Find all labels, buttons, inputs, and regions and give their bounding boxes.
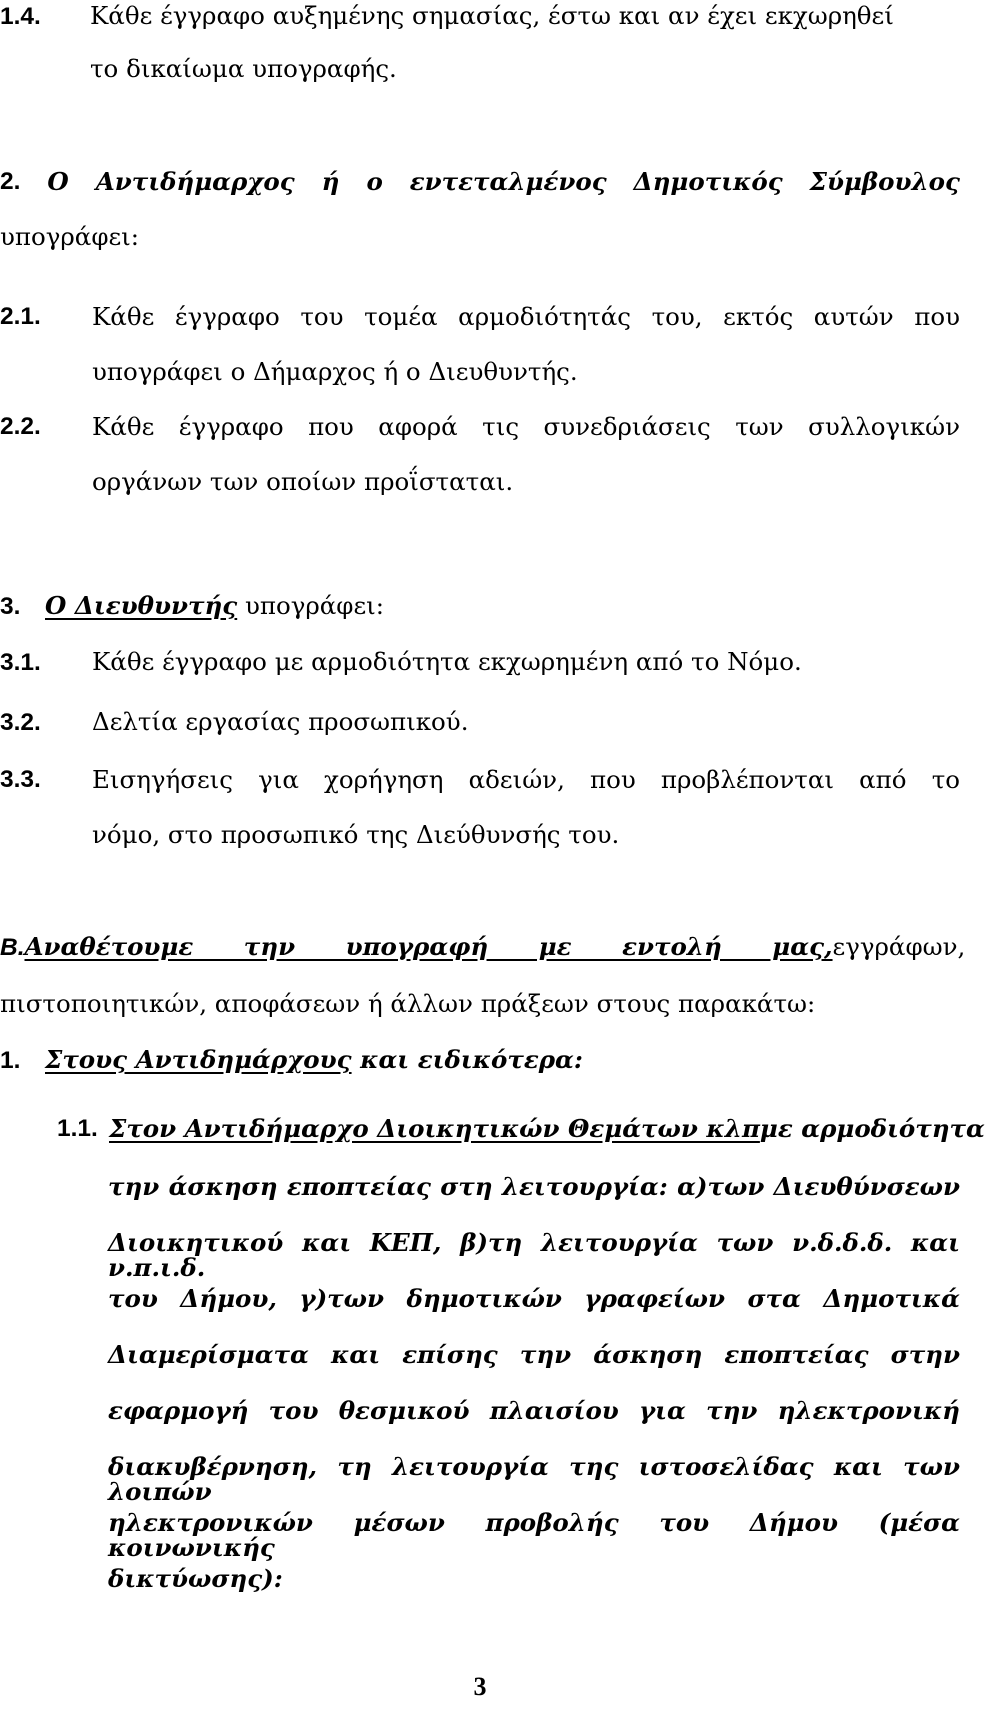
item-number: 2.	[0, 168, 21, 195]
item-word: Αντιδήμαρχος	[95, 167, 295, 196]
item-word: ή	[321, 167, 340, 196]
item-2-continuation: υπογράφει:	[0, 222, 140, 251]
item-text: Κάθε έγγραφο με αρμοδιότητα εκχωρημένη από το Νόμο.	[92, 647, 802, 676]
item-number: 3.2.	[0, 709, 41, 736]
item-3-1	[0, 647, 802, 676]
item-word: Ο	[47, 167, 69, 196]
item-1-1-line: Διοικητικού και ΚΕΠ, β)τη λειτουργία των ν.δ.δ.δ. και ν.π.ι.δ.	[108, 1228, 960, 1282]
item-emphasis: Στον Αντιδήμαρχο Διοικητικών Θεμάτων κλπ	[109, 1114, 760, 1143]
item-number: 1.1.	[57, 1115, 98, 1142]
item-1-1-line: Διαμερίσματα και επίσης την άσκηση εποπτείας στην	[108, 1340, 960, 1369]
item-1-4	[0, 1, 894, 30]
item-1-1-line: εφαρμογή του θεσμικού πλαισίου για την ηλεκτρονική	[108, 1396, 960, 1425]
item-word: εντεταλμένος	[409, 167, 607, 196]
item-text: Εισηγήσεις για χορήγηση αδειών, που προβλέπονται από το	[92, 765, 960, 794]
item-text: και ειδικότερα:	[351, 1045, 583, 1074]
item-3-3	[0, 765, 960, 794]
page-number: 3	[473, 1672, 487, 1701]
item-1-1-line: διακυβέρνηση, τη λειτουργία της ιστοσελίδας και των λοιπών	[108, 1452, 960, 1506]
item-3-2	[0, 707, 469, 736]
item-number: 2.1.	[0, 303, 41, 330]
item-number: 2.2.	[0, 413, 41, 440]
section-b-number: Β.	[0, 934, 25, 961]
item-text	[109, 1114, 985, 1143]
item-word: ο	[366, 167, 383, 196]
section-b-item-1	[0, 1045, 583, 1074]
item-number: 3.	[0, 593, 21, 620]
item-word: Δημοτικός	[633, 167, 783, 196]
item-1-1-line: ηλεκτρονικών μέσων προβολής του Δήμου (μέσα κοινωνικής	[108, 1508, 960, 1562]
item-emphasis: Στους Αντιδημάρχους	[45, 1045, 352, 1074]
item-2-2	[0, 412, 960, 441]
item-2-1-continuation: υπογράφει ο Δήμαρχος ή ο Διευθυντής.	[92, 357, 578, 386]
item-2-2-continuation: οργάνων των οποίων προΐσταται.	[92, 467, 514, 496]
item-text: Δελτία εργασίας προσωπικού.	[92, 707, 469, 736]
item-number: 1.	[0, 1047, 21, 1074]
item-1-4-continuation: το δικαίωμα υπογραφής.	[90, 54, 397, 83]
item-3	[0, 591, 385, 620]
item-number: 1.4.	[0, 3, 41, 30]
item-number: 3.1.	[0, 649, 41, 676]
item-word: Σύμβουλος	[809, 167, 960, 196]
section-b-item-1-1	[57, 1114, 985, 1143]
item-text: Κάθε έγγραφο που αφορά τις συνεδριάσεις των συλλογικών	[92, 412, 960, 441]
section-b-continuation: πιστοποιητικών, αποφάσεων ή άλλων πράξεων στους παρακάτω:	[0, 989, 816, 1018]
section-b-label	[0, 932, 833, 961]
item-1-1-line: την άσκηση εποπτείας στη λειτουργία: α)των Διευθύνσεων	[108, 1172, 960, 1201]
item-2-1	[0, 302, 960, 331]
item-3-3-continuation: νόμο, στο προσωπικό της Διεύθυνσής του.	[92, 820, 620, 849]
item-2	[0, 167, 960, 196]
item-text: υπογράφει:	[237, 591, 385, 620]
item-text: Κάθε έγγραφο του τομέα αρμοδιότητάς του, εκτός αυτών που	[92, 302, 960, 331]
item-text-rest: με αρμοδιότητα	[759, 1114, 985, 1143]
item-number: 3.3.	[0, 766, 41, 793]
section-b-emphasis: Αναθέτουμε την υπογραφή με εντολή μας,	[24, 932, 833, 961]
item-1-1-line: του Δήμου, γ)των δημοτικών γραφείων στα Δημοτικά	[108, 1284, 960, 1313]
item-text: Κάθε έγγραφο αυξημένης σημασίας, έστω και αν έχει εκχωρηθεί	[90, 1, 894, 30]
item-emphasis: Ο Διευθυντής	[45, 591, 238, 620]
item-1-1-line: δικτύωσης):	[108, 1564, 283, 1593]
section-b-heading	[0, 932, 966, 961]
section-b-heading-rest: εγγράφων,	[832, 932, 966, 961]
